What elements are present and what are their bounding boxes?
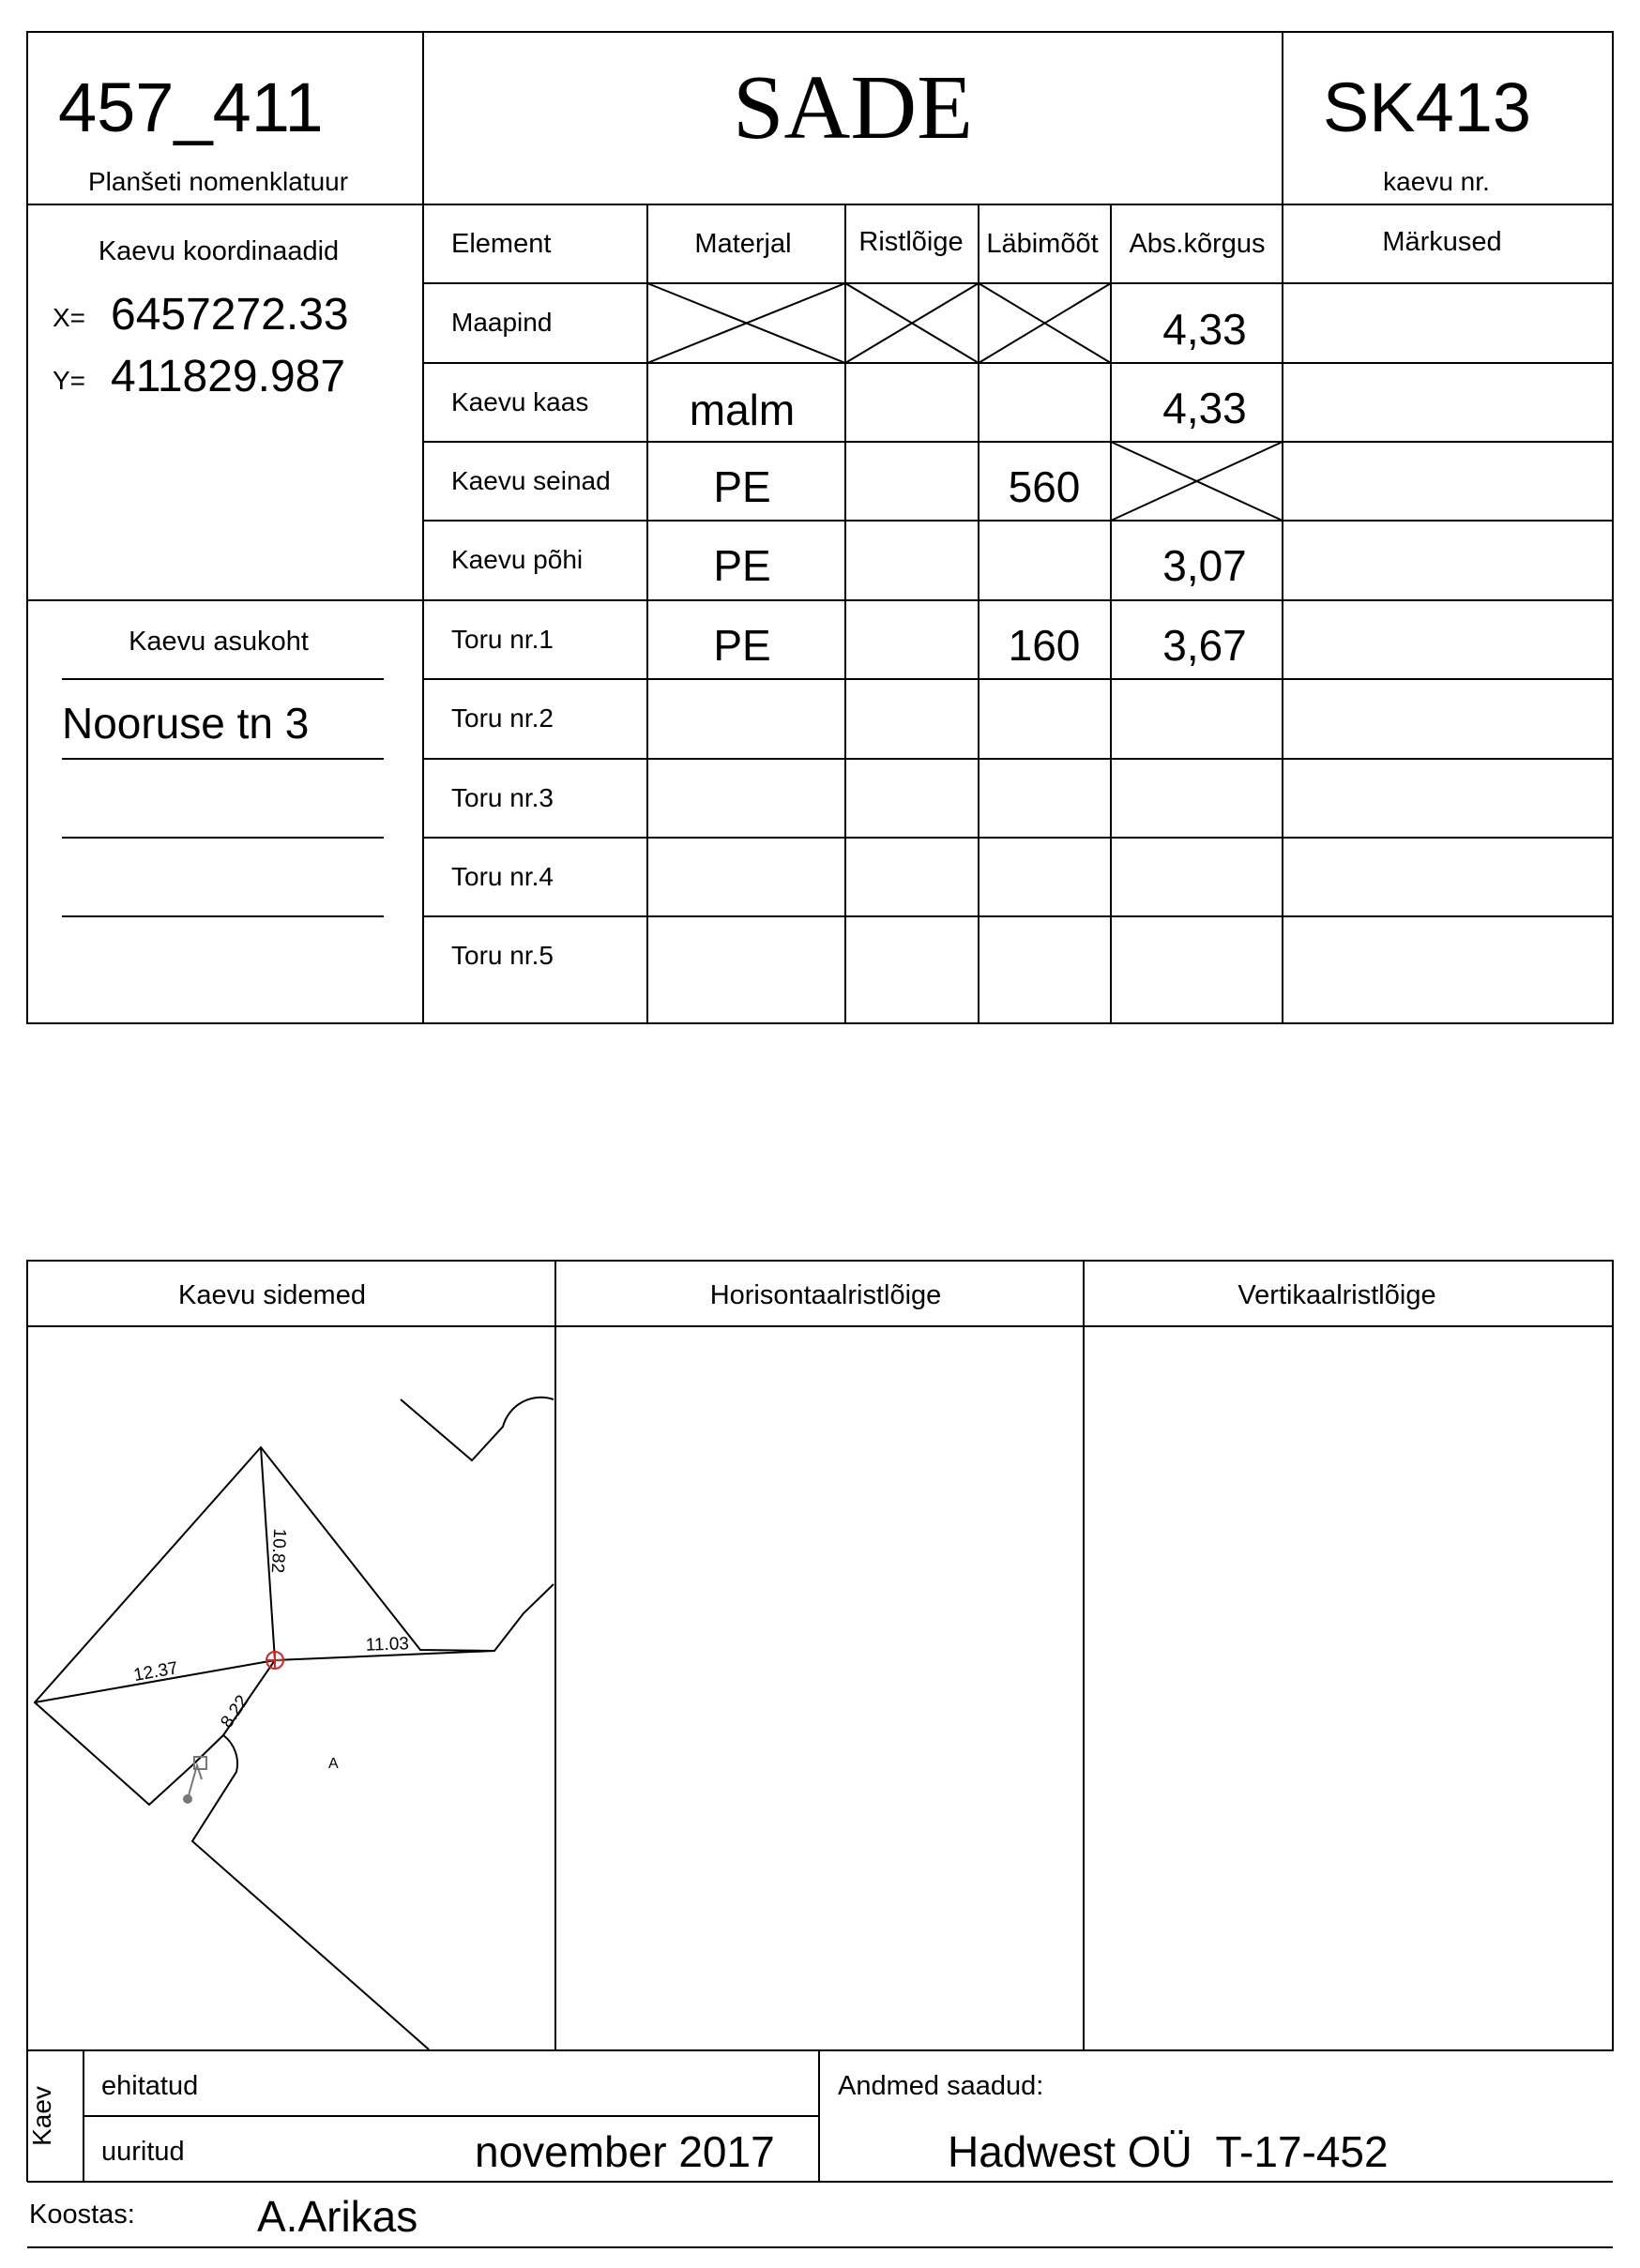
col-header-element: Element — [451, 229, 552, 259]
row-element-label: Toru nr.3 — [451, 783, 554, 812]
surveyed-label: uuritud — [101, 2137, 185, 2167]
material-value: PE — [713, 541, 771, 590]
plansheet-label: Planšeti nomenklatuur — [88, 167, 349, 196]
building-outline — [35, 1447, 554, 1805]
dim-west: 12.37 — [131, 1658, 180, 1686]
row-element-label: Toru nr.5 — [451, 941, 554, 970]
source-label: Andmed saadud: — [838, 2071, 1044, 2101]
elevation-value: 4,33 — [1162, 384, 1247, 432]
row-element-label: Toru nr.1 — [451, 625, 554, 654]
x-coordinate-value: 6457272.33 — [111, 290, 349, 340]
col-header-material: Materjal — [694, 229, 792, 259]
row-element-label: Kaevu kaas — [451, 387, 589, 416]
plansheet-number: 457_411 — [58, 68, 324, 146]
point-label-a: A — [328, 1756, 339, 1772]
row-element-label: Toru nr.4 — [451, 862, 554, 891]
author-value: A.Arikas — [257, 2192, 418, 2241]
material-value: PE — [713, 462, 771, 511]
dim-south: 8.22 — [217, 1691, 253, 1732]
y-coordinate-label: Y= — [53, 366, 86, 395]
col-header-elevation: Abs.kõrgus — [1129, 229, 1266, 259]
dim-north: 10.82 — [266, 1527, 290, 1574]
well-number: SK413 — [1322, 68, 1532, 146]
well-number-label: kaevu nr. — [1383, 167, 1490, 196]
col-header-section: Ristlõige — [858, 227, 964, 257]
section-header-ties: Kaevu sidemed — [178, 1280, 366, 1310]
hydrant-point — [183, 1794, 192, 1804]
curb-line — [192, 1735, 429, 2049]
well-ties-sketch — [28, 1327, 554, 2049]
author-label: Koostas: — [29, 2200, 135, 2230]
row-element-label: Toru nr.2 — [451, 703, 554, 733]
section-header-horizontal: Horisontaalristlõige — [709, 1280, 942, 1310]
row-element-label: Kaevu põhi — [451, 545, 584, 574]
diameter-value: 160 — [1008, 621, 1081, 670]
x-coordinate-label: X= — [53, 303, 86, 332]
document-title: SADE — [733, 57, 973, 159]
y-coordinate-value: 411829.987 — [111, 352, 346, 401]
property-line — [401, 1398, 554, 1460]
source-value: Hadwest OÜ T-17-452 — [948, 2127, 1389, 2176]
material-value: malm — [689, 386, 796, 434]
dim-east: 11.03 — [365, 1634, 410, 1656]
diameter-value: 560 — [1008, 462, 1081, 511]
row-element-label: Kaevu seinad — [451, 466, 611, 495]
material-value: PE — [713, 621, 771, 670]
location-label: Kaevu asukoht — [129, 627, 309, 657]
col-header-diameter: Läbimõõt — [986, 229, 1099, 259]
coordinates-label: Kaevu koordinaadid — [98, 236, 340, 266]
elevation-value: 3,67 — [1162, 621, 1247, 670]
row-element-label: Maapind — [451, 308, 553, 337]
location-address: Nooruse tn 3 — [62, 699, 310, 748]
well-marker-icon — [266, 1652, 283, 1669]
elevation-value: 4,33 — [1162, 305, 1247, 354]
col-header-notes: Märkused — [1382, 227, 1502, 257]
hydrant-symbol — [188, 1757, 206, 1799]
surveyed-date: november 2017 — [475, 2127, 775, 2176]
elevation-value: 3,07 — [1162, 541, 1247, 590]
built-label: ehitatud — [101, 2071, 199, 2101]
footer-side-label: Kaev — [27, 2086, 56, 2146]
section-header-vertical: Vertikaalristlõige — [1238, 1280, 1436, 1310]
